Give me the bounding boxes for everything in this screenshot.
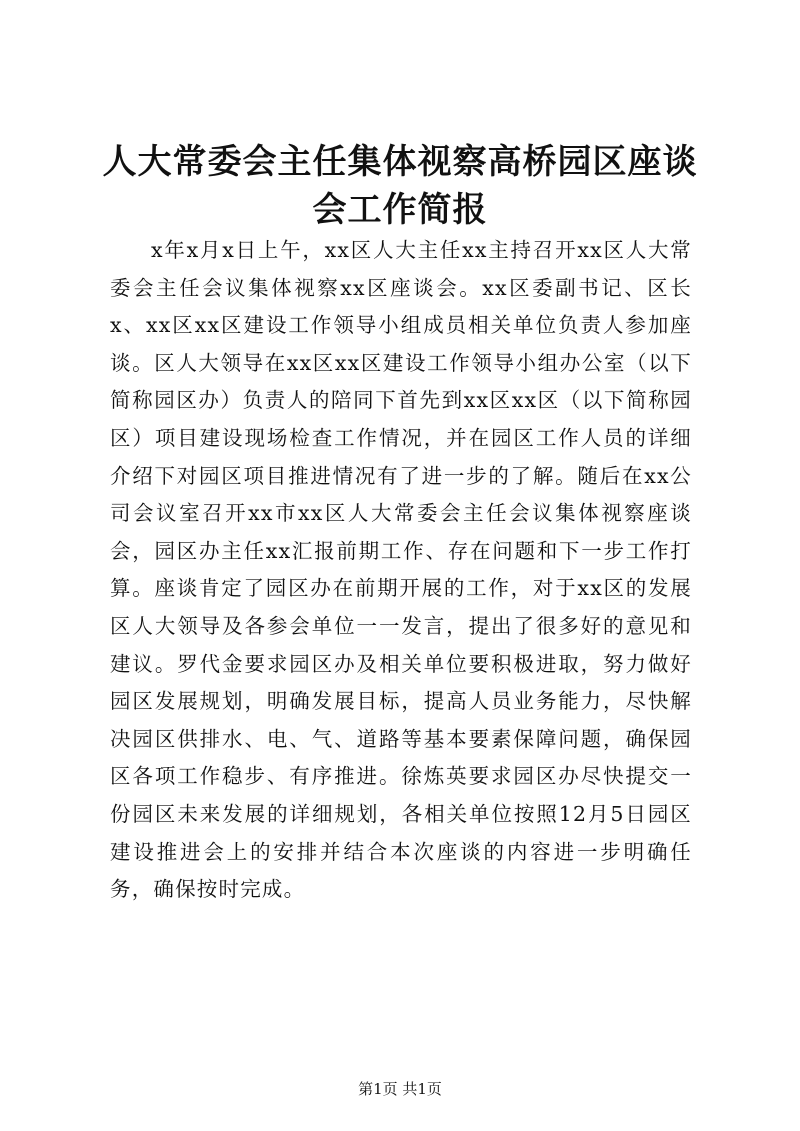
- body-paragraph: x年x月x日上午，xx区人大主任xx主持召开xx区人大常委会主任会议集体视察xx区座谈会。xx区委副书记、区长x、xx区xx区建设工作领导小组成员相关单位负责人参加座谈。区人大领导在xx区xx区建设工作领导小组办公室（以下简称园区办）负责人的陪同下首先到xx区xx区（以下简称园区）项目建设现场检查工作情况，并在园区工作人员的详细介绍下对园区项目推进情况有了进一步的了解。随后在xx公司会议室召开xx市xx区人大常委会主任会议集体视察座谈会，园区办主任xx汇报前期工作、存在问题和下一步工作打算。座谈肯定了园区办在前期开展的工作，对于xx区的发展区人大领导及各参会单位一一发言，提出了很多好的意见和建议。罗代金要求园区办及相关单位要积极进取，努力做好园区发展规划，明确发展目标，提高人员业务能力，尽快解决园区供排水、电、气、道路等基本要素保障问题，确保园区各项工作稳步、有序推进。徐炼英要求园区办尽快提交一份园区未来发展的详细规划，各相关单位按照12月5日园区建设推进会上的安排并结合本次座谈的内容进一步明确任务，确保按时完成。: [110, 238, 692, 902]
- document-title: 人大常委会主任集体视察高桥园区座谈会工作简报: [102, 142, 698, 230]
- page-footer: 第1页 共1页: [358, 1080, 442, 1098]
